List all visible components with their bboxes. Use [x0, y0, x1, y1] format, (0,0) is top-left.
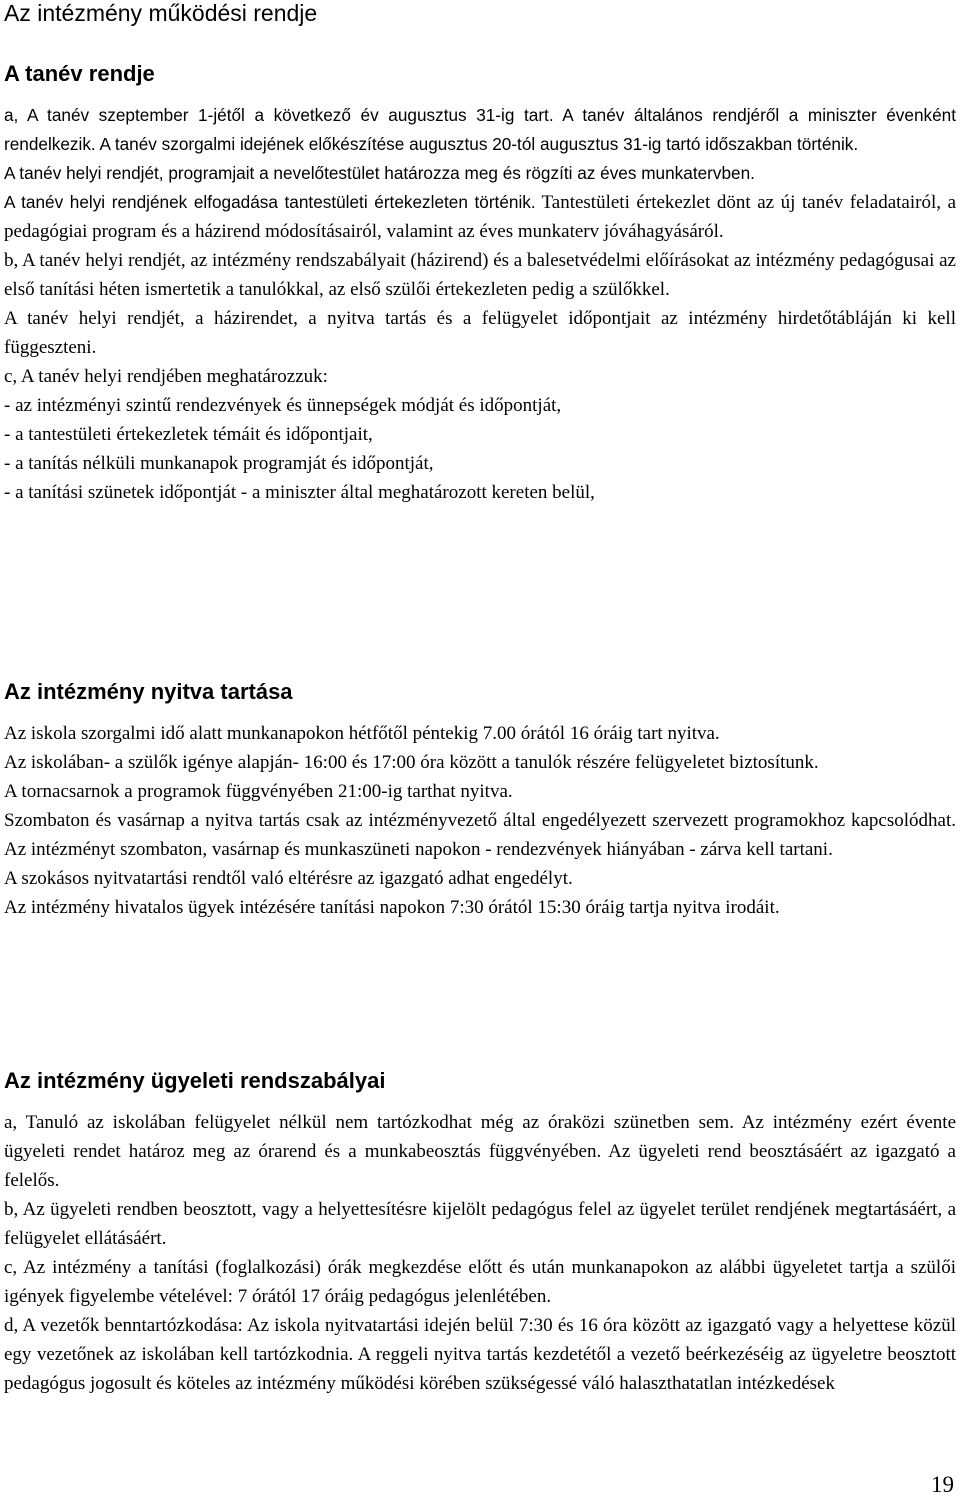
section-body-nyitva-tartas — [4, 719, 956, 922]
paragraph: A szokásos nyitvatartási rendtől való eltérésre az igazgató adhat engedélyt. — [4, 868, 573, 889]
list-item: - a tanítási szünetek időpontját - a miniszter által meghatározott kereten belül, — [4, 482, 595, 503]
document-title: Az intézmény működési rendje — [4, 0, 318, 26]
paragraph: Szombaton és vasárnap a nyitva tartás csak az intézményvezető által engedélyezett szervezett programokhoz kapcsolódhat. Az intézményt szombaton, vasárnap és munkaszüneti napokon - rendezvények hiányában - zárva kell tartani. — [4, 810, 956, 860]
paragraph: c, Az intézmény a tanítási (foglalkozási) órák megkezdése előtt és után munkanapokon az alábbi ügyeletet tartja a szülői igények figyelembe vételével: 7 órától 17 óráig pedagógus jelenlétében. — [4, 1257, 956, 1307]
paragraph: Az intézmény hivatalos ügyek intézésére tanítási napokon 7:30 órától 15:30 óráig tartja nyitva irodáit. — [4, 897, 780, 918]
section-body-ugyeleti-rendszabalyai — [4, 1108, 956, 1398]
section-heading-ugyeleti-rendszabalyai: Az intézmény ügyeleti rendszabályai — [4, 1068, 386, 1093]
paragraph: b, Az ügyeleti rendben beosztott, vagy a helyettesítésre kijelölt pedagógus felel az ügyelet terület rendjének megtartásáért, a felügyelet ellátásáért. — [4, 1199, 956, 1249]
section-heading-nyitva-tartas: Az intézmény nyitva tartása — [4, 679, 293, 704]
list-item: - a tanítás nélküli munkanapok programját és időpontját, — [4, 453, 434, 474]
paragraph: b, A tanév helyi rendjét, az intézmény rendszabályait (házirend) és a balesetvédelmi előírásokat az intézmény pedagógusai az első tanítási héten ismertetik a tanulókkal, az első szülői értekezleten pedig a szülőkkel. — [4, 250, 956, 300]
paragraph: c, A tanév helyi rendjében meghatározzuk: — [4, 366, 328, 387]
paragraph: a, A tanév szeptember 1-jétől a következő év augusztus 31-ig tart. A tanév általános rendjéről a miniszter évenként rendelkezik. A tanév szorgalmi idejének előkészítése augusztus 20-tól augusztus 31-ig tartó időszakban történik. — [4, 105, 956, 154]
list-item: - a tantestületi értekezletek témáit és időpontjait, — [4, 424, 373, 445]
section-heading-tanev-rendje: A tanév rendje — [4, 61, 155, 86]
paragraph: Az iskolában- a szülők igénye alapján- 16:00 és 17:00 óra között a tanulók részére felügyeletet biztosítunk. — [4, 752, 819, 773]
paragraph-mixed — [4, 188, 956, 246]
paragraph: A tanév helyi rendjét, a házirendet, a nyitva tartás és a felügyelet időpontjait az intézmény hirdetőtábláján ki kell függeszteni. — [4, 308, 956, 358]
list-item: - az intézményi szintű rendezvények és ünnepségek módját és időpontját, — [4, 395, 562, 416]
paragraph: d, A vezetők benntartózkodása: Az iskola nyitvatartási idején belül 7:30 és 16 óra között az igazgató vagy a helyettese közül egy vezetőnek az iskolában kell tartózkodnia. A reggeli nyitva tartás kezdetétől a vezető beérkezéséig az ügyeletre beosztott pedagógus jogosult és köteles az intézmény működési körében szükségessé váló halaszthatatlan intézkedések — [4, 1315, 956, 1394]
paragraph: A tanév helyi rendjét, programjait a nevelőtestület határozza meg és rögzíti az éves munkatervben. — [4, 163, 755, 183]
section-body-tanev-rendje — [4, 101, 956, 507]
paragraph: A tornacsarnok a programok függvényében 21:00-ig tarthat nyitva. — [4, 781, 513, 802]
paragraph: Az iskola szorgalmi idő alatt munkanapokon hétfőtől péntekig 7.00 órától 16 óráig tart nyitva. — [4, 723, 720, 744]
paragraph: a, Tanuló az iskolában felügyelet nélkül nem tartózkodhat még az óraközi szünetben sem. Az intézmény ezért évente ügyeleti rendet határoz meg az órarend és a munkabeosztás függvényében. Az ügyeleti rend beosztásáért az igazgató a felelős. — [4, 1112, 956, 1191]
paragraph-lead: A tanév helyi rendjének elfogadása tantestületi értekezleten történik. — [4, 192, 536, 212]
paragraph-continuation: Tantestületi értekezlet dönt az új tanév feladatairól, a pedagógiai program és a házirend módosításairól, valamint az éves munkaterv jóváhagyásáról. — [4, 192, 957, 242]
page-number: 19 — [931, 1472, 954, 1497]
